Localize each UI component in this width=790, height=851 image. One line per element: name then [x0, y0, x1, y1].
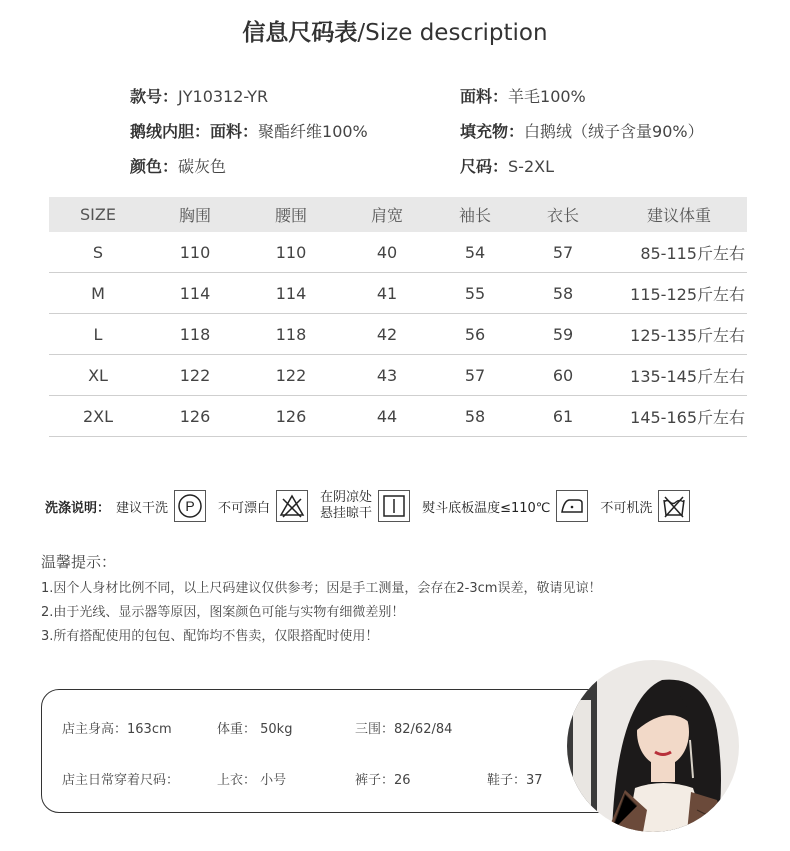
owner-avatar	[567, 660, 739, 832]
table-cell: 44	[339, 396, 435, 437]
table-cell: 54	[435, 232, 515, 273]
iron-label: 熨斗底板温度≤110℃	[422, 500, 551, 516]
table-cell: 122	[243, 355, 339, 396]
table-cell: L	[49, 314, 147, 355]
header-sleeve: 袖长	[435, 197, 515, 232]
table-cell: 59	[515, 314, 611, 355]
table-row	[49, 314, 747, 355]
table-cell: 85-115斤左右	[611, 232, 747, 273]
table-cell: 125-135斤左右	[611, 314, 747, 355]
table-header-row	[49, 197, 747, 232]
table-cell: 114	[243, 273, 339, 314]
style-number: 款号：JY10312-YR	[130, 87, 269, 106]
table-cell: 41	[339, 273, 435, 314]
owner-shoe-size: 鞋子：37	[487, 773, 543, 788]
owner-top-size: 上衣： 小号	[217, 773, 287, 788]
hang-dry-icon	[378, 490, 410, 522]
tip-line: 1.因个人身材比例不同，以上尺码建议仅供参考；因是手工测量，会存在2-3cm误差，敬请见谅！	[41, 581, 602, 596]
owner-daily-size-label: 店主日常穿着尺码：	[62, 773, 180, 788]
svg-text:P: P	[185, 498, 195, 514]
care-instructions	[45, 488, 702, 524]
size-table	[49, 197, 747, 437]
owner-info-panel	[41, 689, 641, 813]
header-waist: 腰围	[243, 197, 339, 232]
table-cell: 135-145斤左右	[611, 355, 747, 396]
no-bleach-icon	[276, 490, 308, 522]
table-cell: 115-125斤左右	[611, 273, 747, 314]
table-cell: 145-165斤左右	[611, 396, 747, 437]
dry-clean-label: 建议干洗	[116, 500, 169, 516]
table-row	[49, 355, 747, 396]
table-cell: 60	[515, 355, 611, 396]
fabric-info: 面料：羊毛100%	[460, 87, 586, 106]
no-bleach-label: 不可漂白	[218, 500, 271, 516]
page-title	[0, 14, 790, 47]
color-info: 颜色：碳灰色	[130, 157, 227, 176]
table-cell: 126	[243, 396, 339, 437]
table-cell: 58	[515, 273, 611, 314]
table-cell: 126	[147, 396, 243, 437]
owner-weight: 体重： 50kg	[217, 722, 293, 737]
header-weight: 建议体重	[611, 197, 747, 232]
iron-icon	[556, 490, 588, 522]
lining-fabric: 鹅绒内胆：面料：聚酯纤维100%	[130, 122, 368, 141]
header-length: 衣长	[515, 197, 611, 232]
table-cell: S	[49, 232, 147, 273]
title-en: /Size description	[357, 20, 548, 46]
table-cell: 40	[339, 232, 435, 273]
header-chest: 胸围	[147, 197, 243, 232]
table-cell: 122	[147, 355, 243, 396]
table-cell: 114	[147, 273, 243, 314]
table-cell: M	[49, 273, 147, 314]
header-shoulder: 肩宽	[339, 197, 435, 232]
table-cell: 61	[515, 396, 611, 437]
filling-info: 填充物：白鹅绒（绒子含量90%）	[460, 122, 704, 141]
no-machine-wash-icon	[658, 490, 690, 522]
table-cell: 58	[435, 396, 515, 437]
owner-measurements: 三围：82/62/84	[355, 722, 453, 737]
table-cell: 42	[339, 314, 435, 355]
table-row	[49, 396, 747, 437]
title-cn: 信息尺码表	[242, 20, 358, 46]
no-machine-label: 不可机洗	[600, 500, 653, 516]
table-cell: 118	[243, 314, 339, 355]
table-cell: 2XL	[49, 396, 147, 437]
size-range-info: 尺码：S-2XL	[460, 157, 554, 176]
care-label: 洗涤说明：	[45, 500, 111, 516]
table-cell: 57	[515, 232, 611, 273]
table-cell: 56	[435, 314, 515, 355]
table-cell: 57	[435, 355, 515, 396]
table-cell: 55	[435, 273, 515, 314]
dry-clean-p-icon	[174, 490, 206, 522]
table-row	[49, 232, 747, 273]
hang-dry-label: 在阴凉处 悬挂晾干	[320, 490, 373, 521]
tips-title: 温馨提示：	[41, 553, 117, 571]
table-cell: 43	[339, 355, 435, 396]
table-cell: 110	[147, 232, 243, 273]
owner-height: 店主身高：163cm	[62, 722, 172, 737]
table-cell: 110	[243, 232, 339, 273]
tip-line: 2.由于光线、显示器等原因，图案颜色可能与实物有细微差别！	[41, 605, 405, 620]
table-row	[49, 273, 747, 314]
table-cell: 118	[147, 314, 243, 355]
tip-line: 3.所有搭配使用的包包、配饰均不售卖，仅限搭配时使用！	[41, 629, 379, 644]
table-cell: XL	[49, 355, 147, 396]
owner-pants-size: 裤子：26	[355, 773, 411, 788]
header-size: SIZE	[49, 197, 147, 232]
